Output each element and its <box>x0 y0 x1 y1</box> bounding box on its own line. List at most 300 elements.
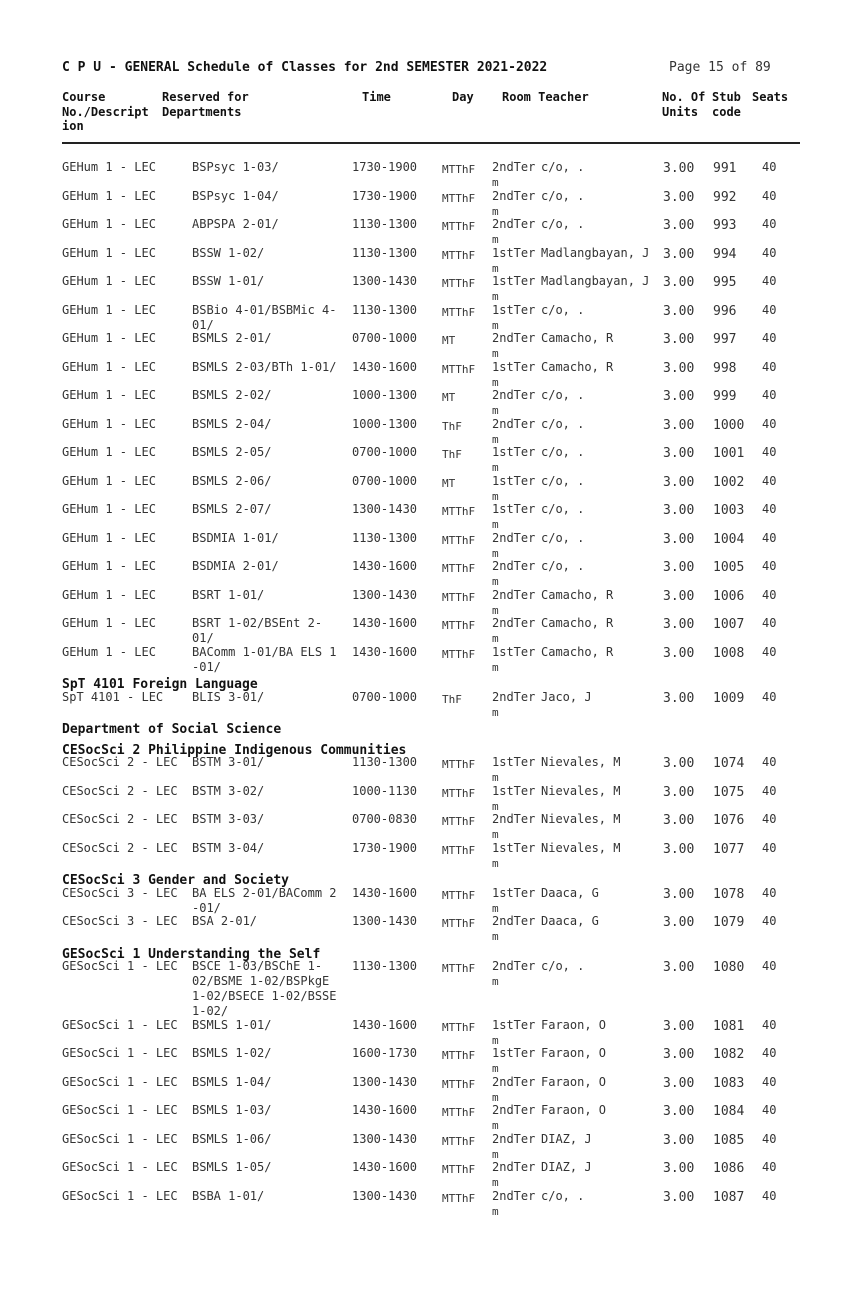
units-cell: 3.00 <box>663 1161 695 1176</box>
course-cell: CESocSci 2 - LEC <box>62 755 178 769</box>
units-cell: 3.00 <box>663 1018 695 1034</box>
room-continuation-cell: m <box>492 489 499 503</box>
day-cell: MTThF <box>442 647 476 661</box>
stub-code-cell: 1009 <box>713 690 745 706</box>
stub-code-cell: 1008 <box>713 645 745 661</box>
teacher-cell: c/o, . <box>541 1188 585 1203</box>
stub-code-cell: 1000 <box>713 417 745 433</box>
section-heading: GESocSci 1 Understanding the Self <box>62 946 321 962</box>
time-cell: 1300-1430 <box>352 1131 418 1146</box>
seats-cell: 40 <box>762 959 777 973</box>
seats-cell: 40 <box>762 840 777 855</box>
teacher-cell: c/o, . <box>541 188 585 203</box>
time-cell: 0700-1000 <box>352 331 418 345</box>
teacher-cell: Camacho, R <box>541 359 614 374</box>
stub-code-cell: 1084 <box>713 1104 745 1119</box>
reserved-departments-cell: BLIS 3-01/ <box>192 689 265 704</box>
course-cell: GEHum 1 - LEC <box>62 530 156 545</box>
stub-code-cell: 1002 <box>713 474 745 490</box>
time-cell: 1300-1430 <box>352 587 418 602</box>
units-cell: 3.00 <box>663 474 695 490</box>
room-cell: 2ndTer <box>492 530 536 545</box>
header-course-line3: ion <box>62 119 84 133</box>
table-row <box>0 1132 850 1160</box>
table-row <box>0 1046 850 1074</box>
table-row <box>0 886 850 914</box>
room-cell: 2ndTer <box>492 1103 536 1117</box>
seats-cell: 40 <box>762 217 777 231</box>
table-row <box>0 217 850 245</box>
units-cell: 3.00 <box>663 841 695 857</box>
stub-code-cell: 998 <box>713 360 737 376</box>
room-continuation-cell: m <box>492 771 499 784</box>
day-cell: MTThF <box>442 305 476 319</box>
stub-code-cell: 1083 <box>713 1075 745 1091</box>
room-cell: 1stTer <box>492 473 536 488</box>
time-cell: 1300-1430 <box>352 914 418 928</box>
teacher-cell: Daaca, G <box>541 885 599 900</box>
course-cell: GESocSci 1 - LEC <box>62 1188 178 1203</box>
table-row <box>0 841 850 869</box>
teacher-cell: Madlangbayan, J <box>541 274 650 288</box>
table-row <box>0 331 850 359</box>
time-cell: 1130-1300 <box>352 302 418 317</box>
stub-code-cell: 1076 <box>713 813 745 828</box>
table-row <box>0 959 850 1018</box>
time-cell: 0700-1000 <box>352 445 418 459</box>
units-cell: 3.00 <box>663 360 695 376</box>
units-cell: 3.00 <box>663 1189 695 1205</box>
reserved-departments-cell: BA ELS 2-01/BAComm 2 -01/ <box>192 885 337 915</box>
stub-code-cell: 1077 <box>713 841 745 857</box>
room-continuation-cell: m <box>492 546 499 560</box>
table-row <box>0 160 850 188</box>
day-cell: MT <box>442 334 456 347</box>
seats-cell: 40 <box>762 1188 777 1203</box>
room-cell: 2ndTer <box>492 812 536 826</box>
stub-code-cell: 1078 <box>713 886 745 902</box>
reserved-departments-cell: BSMLS 2-02/ <box>192 388 272 402</box>
header-reserved-line1: Reserved for <box>162 90 249 104</box>
seats-cell: 40 <box>762 587 777 602</box>
room-continuation-cell: m <box>492 1033 499 1047</box>
seats-cell: 40 <box>762 914 777 928</box>
units-cell: 3.00 <box>663 189 695 205</box>
time-cell: 1430-1600 <box>352 559 418 573</box>
section-heading: SpT 4101 Foreign Language <box>62 677 258 692</box>
day-cell: ThF <box>442 448 462 461</box>
table-row <box>0 474 850 502</box>
time-cell: 1300-1430 <box>352 1188 418 1203</box>
teacher-cell: Nievales, M <box>541 783 621 798</box>
table-row <box>0 1075 850 1103</box>
reserved-departments-cell: BSPsyc 1-04/ <box>192 188 279 203</box>
table-row <box>0 588 850 616</box>
day-cell: MTThF <box>442 191 476 205</box>
teacher-cell: Madlangbayan, J <box>541 245 650 260</box>
room-cell: 1stTer <box>492 359 536 374</box>
seats-cell: 40 <box>762 1131 777 1146</box>
room-cell: 1stTer <box>492 245 536 260</box>
stub-code-cell: 1005 <box>713 560 745 575</box>
units-cell: 3.00 <box>663 218 695 233</box>
stub-code-cell: 1081 <box>713 1018 745 1034</box>
course-cell: SpT 4101 - LEC <box>62 689 164 704</box>
reserved-departments-cell: BSTM 3-02/ <box>192 783 265 798</box>
room-cell: 2ndTer <box>492 188 536 203</box>
day-cell: MTThF <box>442 1191 476 1205</box>
stub-code-cell: 1079 <box>713 915 745 930</box>
course-cell: GEHum 1 - LEC <box>62 245 156 260</box>
units-cell: 3.00 <box>663 275 695 290</box>
seats-cell: 40 <box>762 445 777 459</box>
course-cell: CESocSci 2 - LEC <box>62 840 178 855</box>
seats-cell: 40 <box>762 416 777 431</box>
room-continuation-cell: m <box>492 799 499 813</box>
room-cell: 2ndTer <box>492 1074 536 1089</box>
reserved-departments-cell: BSTM 3-03/ <box>192 812 265 826</box>
seats-cell: 40 <box>762 1160 777 1174</box>
stub-code-cell: 995 <box>713 275 737 290</box>
course-cell: GESocSci 1 - LEC <box>62 1160 178 1174</box>
reserved-departments-cell: BSMLS 1-01/ <box>192 1017 272 1032</box>
room-continuation-cell: m <box>492 1204 499 1218</box>
reserved-departments-cell: BSRT 1-02/BSEnt 2- 01/ <box>192 616 323 645</box>
room-continuation-cell: m <box>492 856 499 870</box>
room-cell: 1stTer <box>492 274 536 288</box>
reserved-departments-cell: ABPSPA 2-01/ <box>192 217 279 231</box>
day-cell: MTThF <box>442 562 476 575</box>
seats-cell: 40 <box>762 331 777 345</box>
day-cell: MTThF <box>442 786 476 800</box>
table-row <box>0 445 850 473</box>
teacher-cell: Camacho, R <box>541 616 614 630</box>
course-cell: GESocSci 1 - LEC <box>62 1017 178 1032</box>
units-cell: 3.00 <box>663 1075 695 1091</box>
teacher-cell: Faraon, O <box>541 1017 607 1032</box>
course-cell: GESocSci 1 - LEC <box>62 959 178 973</box>
teacher-cell: Faraon, O <box>541 1046 607 1060</box>
section-heading: Department of Social Science <box>62 722 282 737</box>
day-cell: MTThF <box>442 1049 476 1062</box>
table-row <box>0 360 850 388</box>
table-row <box>0 189 850 217</box>
table-row <box>0 1189 850 1217</box>
teacher-cell: DIAZ, J <box>541 1131 592 1146</box>
room-cell: 2ndTer <box>492 217 536 231</box>
header-units-line2: Units <box>662 104 699 119</box>
time-cell: 1300-1430 <box>352 274 418 288</box>
units-cell: 3.00 <box>663 886 695 902</box>
course-cell: GEHum 1 - LEC <box>62 644 156 659</box>
day-cell: MTThF <box>442 619 476 632</box>
stub-code-cell: 999 <box>713 389 737 404</box>
room-continuation-cell: m <box>492 632 499 645</box>
table-row <box>0 388 850 416</box>
room-continuation-cell: m <box>492 660 499 674</box>
room-cell: 1stTer <box>492 302 536 317</box>
room-cell: 1stTer <box>492 755 536 769</box>
reserved-departments-cell: BSMLS 2-06/ <box>192 473 272 488</box>
day-cell: MT <box>442 476 456 490</box>
course-cell: GEHum 1 - LEC <box>62 616 156 630</box>
day-cell: MTThF <box>442 248 476 262</box>
room-continuation-cell: m <box>492 1147 499 1161</box>
table-row <box>0 274 850 302</box>
table-row <box>0 914 850 942</box>
stub-code-cell: 1074 <box>713 756 745 771</box>
table-row <box>0 531 850 559</box>
course-cell: GESocSci 1 - LEC <box>62 1046 178 1060</box>
units-cell: 3.00 <box>663 417 695 433</box>
day-cell: MTThF <box>442 1163 476 1176</box>
course-cell: GEHum 1 - LEC <box>62 473 156 488</box>
seats-cell: 40 <box>762 502 777 516</box>
units-cell: 3.00 <box>663 161 695 176</box>
room-continuation-cell: m <box>492 901 499 915</box>
table-row <box>0 616 850 644</box>
teacher-cell: c/o, . <box>541 388 585 402</box>
day-cell: MTThF <box>442 962 476 975</box>
room-continuation-cell: m <box>492 290 499 303</box>
seats-cell: 40 <box>762 783 777 798</box>
room-continuation-cell: m <box>492 705 499 719</box>
time-cell: 1430-1600 <box>352 616 418 630</box>
room-continuation-cell: m <box>492 404 499 417</box>
teacher-cell: c/o, . <box>541 160 585 174</box>
table-row <box>0 784 850 812</box>
day-cell: MTThF <box>442 590 476 604</box>
course-cell: CESocSci 3 - LEC <box>62 914 178 928</box>
units-cell: 3.00 <box>663 960 695 975</box>
course-cell: GEHum 1 - LEC <box>62 160 156 174</box>
seats-cell: 40 <box>762 616 777 630</box>
room-continuation-cell: m <box>492 432 499 446</box>
stub-code-cell: 1080 <box>713 960 745 975</box>
units-cell: 3.00 <box>663 246 695 262</box>
room-continuation-cell: m <box>492 1062 499 1075</box>
day-cell: MTThF <box>442 505 476 518</box>
day-cell: ThF <box>442 419 462 433</box>
course-cell: GEHum 1 - LEC <box>62 587 156 602</box>
time-cell: 0700-0830 <box>352 812 418 826</box>
teacher-cell: c/o, . <box>541 302 585 317</box>
room-cell: 2ndTer <box>492 1160 536 1174</box>
course-cell: GEHum 1 - LEC <box>62 302 156 317</box>
seats-cell: 40 <box>762 1046 777 1060</box>
room-continuation-cell: m <box>492 518 499 531</box>
room-continuation-cell: m <box>492 930 499 943</box>
header-course-line1: Course <box>62 90 106 104</box>
reserved-departments-cell: BSSW 1-01/ <box>192 274 265 288</box>
table-row <box>0 755 850 783</box>
stub-code-cell: 996 <box>713 303 737 319</box>
room-cell: 1stTer <box>492 783 536 798</box>
units-cell: 3.00 <box>663 332 695 347</box>
units-cell: 3.00 <box>663 560 695 575</box>
day-cell: MTThF <box>442 1020 476 1034</box>
stub-code-cell: 991 <box>713 161 737 176</box>
stub-code-cell: 1087 <box>713 1189 745 1205</box>
reserved-departments-cell: BSCE 1-03/BSChE 1- 02/BSME 1-02/BSPkgE 1-02/BSECE 1-02/BSSE 1-02/ <box>192 959 337 1018</box>
day-cell: MTThF <box>442 1106 476 1119</box>
time-cell: 0700-1000 <box>352 689 418 704</box>
time-cell: 1730-1900 <box>352 840 418 855</box>
time-cell: 1000-1300 <box>352 416 418 431</box>
reserved-departments-cell: BSRT 1-01/ <box>192 587 265 602</box>
stub-code-cell: 993 <box>713 218 737 233</box>
table-row <box>0 812 850 840</box>
units-cell: 3.00 <box>663 617 695 632</box>
teacher-cell: c/o, . <box>541 217 585 231</box>
course-cell: GEHum 1 - LEC <box>62 331 156 345</box>
reserved-departments-cell: BSMLS 2-04/ <box>192 416 272 431</box>
room-cell: 2ndTer <box>492 160 536 174</box>
table-row <box>0 502 850 530</box>
time-cell: 1730-1900 <box>352 188 418 203</box>
teacher-cell: Nievales, M <box>541 812 621 826</box>
time-cell: 0700-1000 <box>352 473 418 488</box>
header-departments: Departments <box>162 104 242 119</box>
day-cell: ThF <box>442 692 462 706</box>
reserved-departments-cell: BSA 2-01/ <box>192 914 258 928</box>
room-cell: 2ndTer <box>492 914 536 928</box>
teacher-cell: c/o, . <box>541 445 585 459</box>
seats-cell: 40 <box>762 160 777 174</box>
time-cell: 1430-1600 <box>352 359 418 374</box>
time-cell: 1430-1600 <box>352 885 418 900</box>
room-cell: 1stTer <box>492 1046 536 1060</box>
stub-code-cell: 994 <box>713 246 737 262</box>
course-cell: GEHum 1 - LEC <box>62 274 156 288</box>
room-cell: 2ndTer <box>492 559 536 573</box>
reserved-departments-cell: BSPsyc 1-03/ <box>192 160 279 174</box>
header-time: Time <box>362 90 391 104</box>
reserved-departments-cell: BSMLS 1-04/ <box>192 1074 272 1089</box>
course-cell: GEHum 1 - LEC <box>62 445 156 459</box>
time-cell: 1430-1600 <box>352 1160 418 1174</box>
header-reserved <box>162 90 249 105</box>
time-cell: 1730-1900 <box>352 160 418 174</box>
reserved-departments-cell: BSBA 1-01/ <box>192 1188 265 1203</box>
reserved-departments-cell: BSMLS 2-03/BTh 1-01/ <box>192 359 337 374</box>
day-cell: MTThF <box>442 917 476 930</box>
units-cell: 3.00 <box>663 915 695 930</box>
stub-code-cell: 1007 <box>713 617 745 632</box>
units-cell: 3.00 <box>663 756 695 771</box>
room-cell: 2ndTer <box>492 388 536 402</box>
section-heading: CESocSci 3 Gender and Society <box>62 873 289 888</box>
units-cell: 3.00 <box>663 531 695 547</box>
units-cell: 3.00 <box>663 784 695 800</box>
time-cell: 1130-1300 <box>352 245 418 260</box>
header-day: Day <box>452 90 474 104</box>
header-seats: Seats <box>752 90 789 104</box>
course-cell: GEHum 1 - LEC <box>62 388 156 402</box>
room-continuation-cell: m <box>492 261 499 275</box>
room-continuation-cell: m <box>492 375 499 389</box>
day-cell: MT <box>442 391 456 404</box>
seats-cell: 40 <box>762 530 777 545</box>
room-continuation-cell: m <box>492 176 499 189</box>
stub-code-cell: 1006 <box>713 588 745 604</box>
teacher-cell: DIAZ, J <box>541 1160 592 1174</box>
time-cell: 1130-1300 <box>352 217 418 231</box>
seats-cell: 40 <box>762 274 777 288</box>
units-cell: 3.00 <box>663 446 695 461</box>
section-heading: CESocSci 2 Philippine Indigenous Communities <box>62 742 407 758</box>
time-cell: 1430-1600 <box>352 644 418 659</box>
units-cell: 3.00 <box>663 1132 695 1148</box>
day-cell: MTThF <box>442 815 476 828</box>
header-course <box>62 90 149 134</box>
time-cell: 1430-1600 <box>352 1103 418 1117</box>
teacher-cell: Faraon, O <box>541 1103 607 1117</box>
seats-cell: 40 <box>762 689 777 704</box>
room-cell: 2ndTer <box>492 959 536 973</box>
course-cell: GEHum 1 - LEC <box>62 217 156 231</box>
day-cell: MTThF <box>442 843 476 857</box>
reserved-departments-cell: BSMLS 1-03/ <box>192 1103 272 1117</box>
reserved-departments-cell: BSBio 4-01/BSBMic 4- 01/ <box>192 302 337 332</box>
room-cell: 2ndTer <box>492 331 536 345</box>
seats-cell: 40 <box>762 359 777 374</box>
units-cell: 3.00 <box>663 690 695 706</box>
teacher-cell: c/o, . <box>541 502 585 516</box>
header-stub-line2: code <box>712 104 741 119</box>
course-cell: CESocSci 2 - LEC <box>62 783 178 798</box>
day-cell: MTThF <box>442 1134 476 1148</box>
header-stub <box>712 90 741 119</box>
room-cell: 2ndTer <box>492 416 536 431</box>
room-continuation-cell: m <box>492 233 499 246</box>
course-cell: GESocSci 1 - LEC <box>62 1131 178 1146</box>
stub-code-cell: 1082 <box>713 1047 745 1062</box>
room-continuation-cell: m <box>492 461 499 474</box>
units-cell: 3.00 <box>663 813 695 828</box>
day-cell: MTThF <box>442 220 476 233</box>
table-row <box>0 1018 850 1046</box>
header-units <box>662 90 705 119</box>
reserved-departments-cell: BSSW 1-02/ <box>192 245 265 260</box>
room-cell: 2ndTer <box>492 1188 536 1203</box>
room-continuation-cell: m <box>492 1090 499 1104</box>
table-row <box>0 1160 850 1188</box>
teacher-cell: c/o, . <box>541 530 585 545</box>
room-continuation-cell: m <box>492 318 499 332</box>
room-cell: 1stTer <box>492 840 536 855</box>
time-cell: 1300-1430 <box>352 502 418 516</box>
teacher-cell: Faraon, O <box>541 1074 607 1089</box>
units-cell: 3.00 <box>663 645 695 661</box>
room-cell: 2ndTer <box>492 1131 536 1146</box>
teacher-cell: Camacho, R <box>541 587 614 602</box>
teacher-cell: Nievales, M <box>541 755 621 769</box>
header-divider <box>62 142 800 144</box>
room-cell: 1stTer <box>492 885 536 900</box>
teacher-cell: Camacho, R <box>541 644 614 659</box>
reserved-departments-cell: BSDMIA 2-01/ <box>192 559 279 573</box>
room-continuation-cell: m <box>492 347 499 360</box>
document-title: C P U - GENERAL Schedule of Classes for 2nd SEMESTER 2021-2022 <box>62 60 548 75</box>
table-row <box>0 645 850 673</box>
stub-code-cell: 1001 <box>713 446 745 461</box>
stub-code-cell: 992 <box>713 189 737 205</box>
day-cell: MTThF <box>442 277 476 290</box>
table-row <box>0 303 850 331</box>
units-cell: 3.00 <box>663 1104 695 1119</box>
time-cell: 1000-1300 <box>352 388 418 402</box>
